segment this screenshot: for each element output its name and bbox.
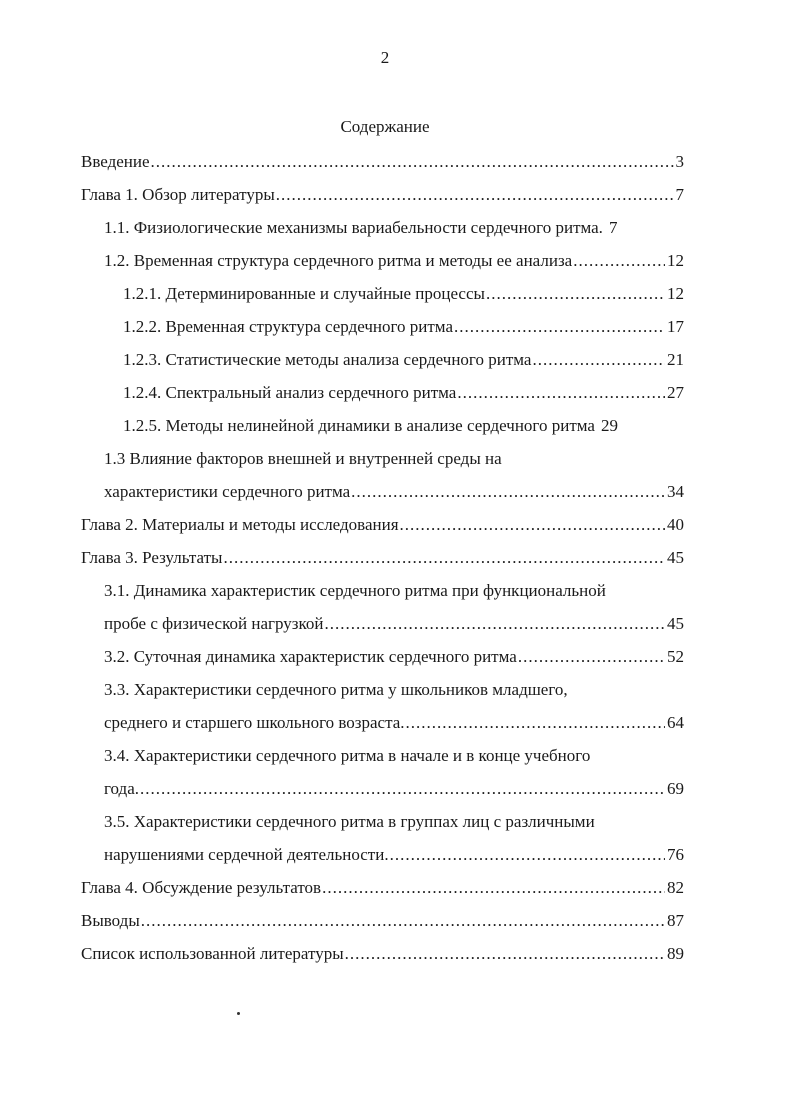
- toc-entry-page: 29: [600, 416, 618, 435]
- toc-leader-dots: [345, 944, 665, 964]
- toc-entry-page: 7: [608, 218, 618, 237]
- toc-leader-dots: [324, 614, 665, 634]
- toc-entry-title: 1.3 Влияние факторов внешней и внутренней среды на: [104, 449, 502, 468]
- toc-entry-page: 89: [667, 944, 684, 963]
- toc-entry-title: 1.2.5. Методы нелинейной динамики в анализе сердечного ритма: [123, 416, 595, 435]
- toc-entry-page: 45: [667, 548, 684, 567]
- table-of-contents: [0, 144, 799, 969]
- toc-entry-title: Введение: [81, 152, 150, 171]
- toc-leader-dots: [276, 185, 674, 205]
- toc-entry-title: среднего и старшего школьного возраста.: [104, 713, 405, 732]
- toc-entry-title: Глава 3. Результаты: [81, 548, 223, 567]
- toc-entry-page: 17: [667, 317, 684, 336]
- toc-leader-dots: [518, 647, 665, 667]
- toc-entry: [0, 342, 799, 375]
- toc-entry: [0, 408, 799, 441]
- toc-leader-dots: [140, 779, 665, 799]
- toc-entry-page: 76: [667, 845, 684, 864]
- toc-entry: [0, 837, 799, 870]
- toc-entry-title: 1.1. Физиологические механизмы вариабельности сердечного ритма.: [104, 218, 603, 237]
- toc-entry-title: Выводы: [81, 911, 140, 930]
- toc-leader-dots: [457, 383, 665, 403]
- toc-entry: [0, 804, 799, 837]
- page-number: 2: [380, 48, 390, 67]
- toc-entry-title: Глава 4. Обсуждение результатов: [81, 878, 322, 897]
- toc-entry-page: 64: [667, 713, 684, 732]
- page-title: Содержание: [340, 117, 430, 136]
- toc-leader-dots: [532, 350, 665, 370]
- toc-leader-dots: [406, 713, 665, 733]
- toc-leader-dots: [400, 515, 665, 535]
- toc-entry-page: 7: [675, 185, 684, 204]
- toc-entry-page: 82: [667, 878, 684, 897]
- toc-entry-page: 3: [675, 152, 684, 171]
- toc-entry-title: характеристики сердечного ритма: [104, 482, 351, 501]
- toc-entry-title: 3.5. Характеристики сердечного ритма в группах лиц с различными: [104, 812, 595, 831]
- toc-entry-title: 3.3. Характеристики сердечного ритма у школьников младшего,: [104, 680, 568, 699]
- toc-leader-dots: [454, 317, 665, 337]
- toc-entry: [0, 936, 799, 969]
- toc-entry: [0, 870, 799, 903]
- toc-entry-title: 3.4. Характеристики сердечного ритма в начале и в конце учебного: [104, 746, 591, 765]
- toc-entry: [0, 573, 799, 606]
- toc-entry-page: 87: [667, 911, 684, 930]
- toc-entry-title: 1.2.2. Временная структура сердечного ритма: [123, 317, 453, 336]
- toc-entry: [0, 672, 799, 705]
- toc-entry-title: Список использованной литературы: [81, 944, 344, 963]
- toc-entry: [0, 276, 799, 309]
- toc-entry-page: 40: [667, 515, 684, 534]
- toc-entry-page: 69: [667, 779, 684, 798]
- toc-entry: [0, 243, 799, 276]
- toc-entry-title: Глава 1. Обзор литературы: [81, 185, 275, 204]
- toc-entry: [0, 738, 799, 771]
- toc-leader-dots: [573, 251, 665, 271]
- toc-entry-page: 27: [667, 383, 684, 402]
- toc-leader-dots: [322, 878, 665, 898]
- toc-entry-title: 3.2. Суточная динамика характеристик сердечного ритма: [104, 647, 517, 666]
- toc-leader-dots: [486, 284, 665, 304]
- toc-leader-dots: [141, 911, 665, 931]
- toc-leader-dots: [351, 482, 665, 502]
- toc-entry: [0, 309, 799, 342]
- toc-entry: [0, 177, 799, 210]
- toc-entry: [0, 540, 799, 573]
- toc-entry: [0, 375, 799, 408]
- toc-entry-page: 45: [667, 614, 684, 633]
- toc-entry-title: 1.2.4. Спектральный анализ сердечного ритма: [123, 383, 457, 402]
- scan-speck: [237, 1012, 240, 1015]
- toc-entry-page: 12: [667, 284, 684, 303]
- toc-leader-dots: [151, 152, 674, 172]
- toc-leader-dots: [223, 548, 665, 568]
- toc-entry-title: 1.2. Временная структура сердечного ритма и методы ее анализа: [104, 251, 573, 270]
- toc-entry-page: 34: [667, 482, 684, 501]
- toc-entry: [0, 507, 799, 540]
- toc-entry-page: 12: [667, 251, 684, 270]
- toc-entry: [0, 771, 799, 804]
- toc-entry: [0, 705, 799, 738]
- toc-entry: [0, 210, 799, 243]
- toc-entry: [0, 903, 799, 936]
- toc-entry-title: года.: [104, 779, 140, 798]
- toc-entry-title: Глава 2. Материалы и методы исследования: [81, 515, 399, 534]
- toc-entry-title: 3.1. Динамика характеристик сердечного ритма при функциональной: [104, 581, 606, 600]
- toc-entry: [0, 606, 799, 639]
- toc-entry: [0, 639, 799, 672]
- toc-entry-page: 52: [667, 647, 684, 666]
- toc-entry: [0, 144, 799, 177]
- toc-entry-title: пробе с физической нагрузкой: [104, 614, 324, 633]
- toc-leader-dots: [390, 845, 665, 865]
- toc-entry-title: 1.2.3. Статистические методы анализа сердечного ритма: [123, 350, 532, 369]
- toc-entry-title: 1.2.1. Детерминированные и случайные процессы: [123, 284, 485, 303]
- toc-entry-title: нарушениями сердечной деятельности.: [104, 845, 389, 864]
- toc-entry-page: 21: [667, 350, 684, 369]
- toc-entry: [0, 474, 799, 507]
- toc-entry: [0, 441, 799, 474]
